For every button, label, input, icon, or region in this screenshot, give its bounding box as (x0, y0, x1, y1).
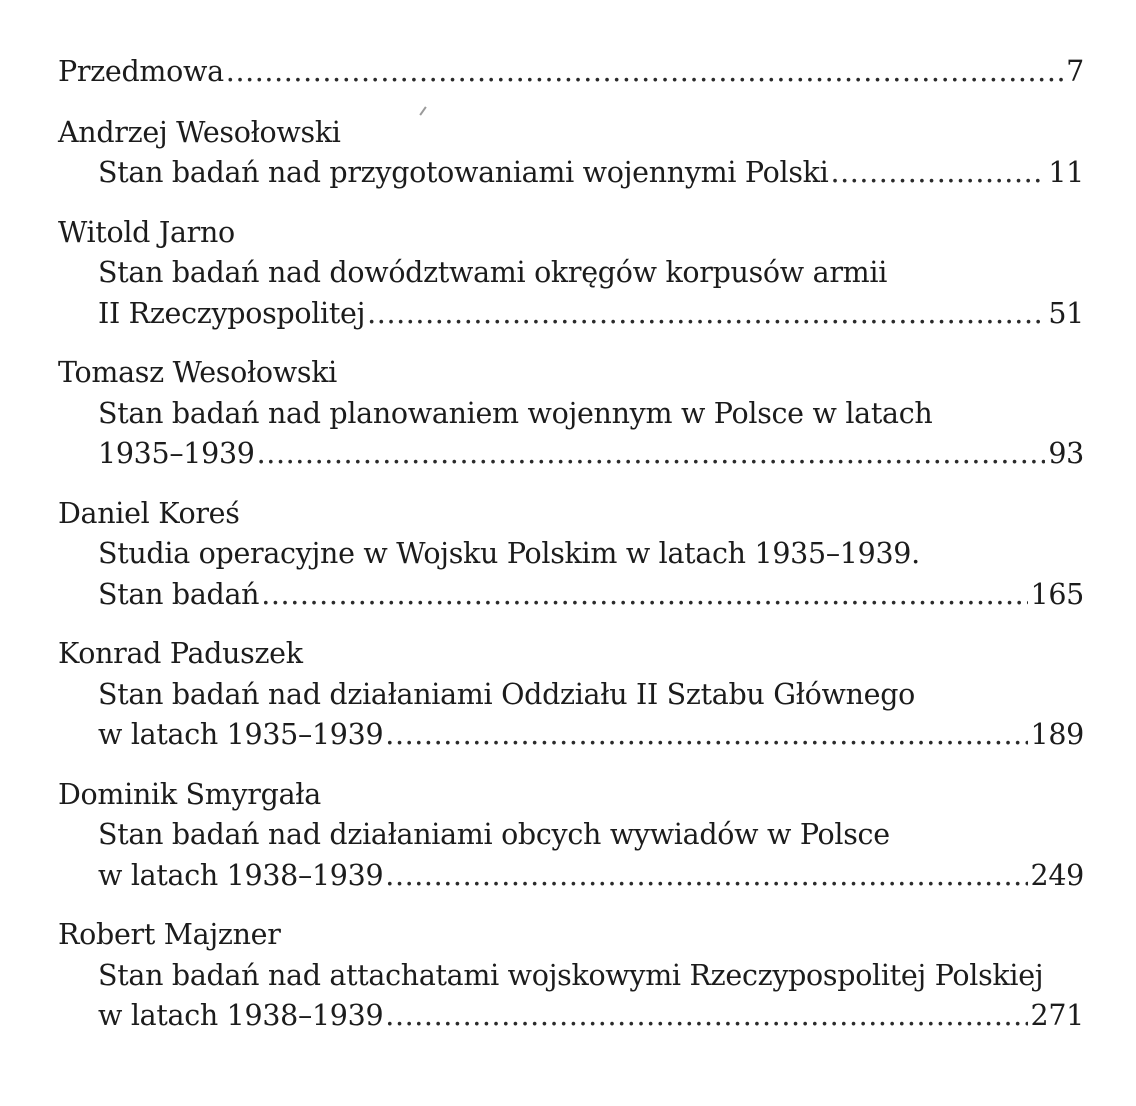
toc-entry (58, 915, 1084, 1037)
dot-leader (385, 715, 1027, 756)
entry-title-text: Stan badań nad działaniami obcych wywiadów w Polsce (98, 818, 890, 851)
entry-author: Dominik Smyrgała (58, 777, 321, 811)
entry-title-line (58, 996, 1084, 1037)
toc-entry (58, 213, 1084, 335)
page-number: 271 (1030, 999, 1084, 1032)
toc-entry (58, 494, 1084, 616)
dot-leader (385, 996, 1027, 1037)
entry-title-text: Stan badań nad planowaniem wojennym w Polsce w latach (98, 396, 933, 430)
entry-spacer (58, 93, 1084, 113)
entry-title-line (58, 856, 1084, 897)
entry-title-text: Stan badań (98, 577, 260, 611)
toc-preface (58, 52, 1084, 93)
entry-title-text: w latach 1938–1939 (98, 858, 384, 892)
entry-title-line (58, 394, 1084, 435)
entry-spacer (58, 475, 1084, 494)
entry-title-text: Stan badań nad attachatami wojskowymi Rzeczypospolitej Polskiej (98, 958, 1044, 992)
dot-leader (830, 153, 1045, 194)
entry-spacer (58, 756, 1084, 775)
entry-title-text: Stan badań nad dowództwami okręgów korpusów armii (98, 256, 888, 289)
toc-entry (58, 775, 1084, 897)
entry-title-text: w latach 1938–1939 (98, 999, 384, 1032)
entry-title-line (58, 815, 1084, 856)
entry-title-line (58, 675, 1084, 716)
entry-author: Witold Jarno (58, 215, 235, 249)
entry-title-text: w latach 1935–1939 (98, 718, 384, 751)
entry-title-line (58, 153, 1084, 194)
page-number: 93 (1048, 437, 1084, 470)
entry-title-line (58, 294, 1084, 335)
entry-spacer (58, 334, 1084, 353)
page-number: 51 (1048, 296, 1084, 330)
entry-title-line (58, 715, 1084, 756)
toc-entry (58, 353, 1084, 475)
dot-leader (385, 856, 1027, 897)
entry-author: Konrad Paduszek (58, 637, 303, 670)
entry-title-line (58, 534, 1084, 575)
dot-leader (367, 294, 1045, 335)
entry-author: Robert Majzner (58, 918, 281, 951)
preface-title: Przedmowa (58, 55, 224, 88)
page-number: 189 (1030, 718, 1084, 751)
entry-title-line (58, 434, 1084, 475)
entry-author: Tomasz Wesołowski (58, 356, 337, 389)
entry-author: Andrzej Wesołowski (58, 115, 341, 149)
entry-title-text: 1935–1939 (98, 437, 255, 470)
page-number: 7 (1066, 55, 1084, 88)
entry-spacer (58, 615, 1084, 634)
entry-title-line (58, 956, 1084, 997)
dot-leader (226, 52, 1063, 93)
page-number: 11 (1048, 156, 1084, 189)
toc-entry (58, 113, 1084, 194)
entry-title-line (58, 253, 1084, 294)
dot-leader (257, 434, 1046, 475)
entry-title-text: Stan badań nad działaniami Oddziału II Sztabu Głównego (98, 677, 916, 711)
page-number: 165 (1030, 577, 1084, 611)
toc-entry (58, 634, 1084, 756)
entry-title-text: II Rzeczypospolitej (98, 296, 366, 330)
dot-leader (261, 575, 1027, 616)
page-number: 249 (1030, 858, 1084, 892)
toc-entries (58, 93, 1084, 1037)
entry-author: Daniel Koreś (58, 496, 240, 530)
entry-title-line (58, 575, 1084, 616)
entry-title-text: Studia operacyjne w Wojsku Polskim w latach 1935–1939. (98, 537, 920, 570)
entry-title-text: Stan badań nad przygotowaniami wojennymi Polski (98, 156, 829, 189)
table-of-contents (58, 52, 1084, 1037)
entry-spacer (58, 896, 1084, 915)
entry-spacer (58, 194, 1084, 213)
